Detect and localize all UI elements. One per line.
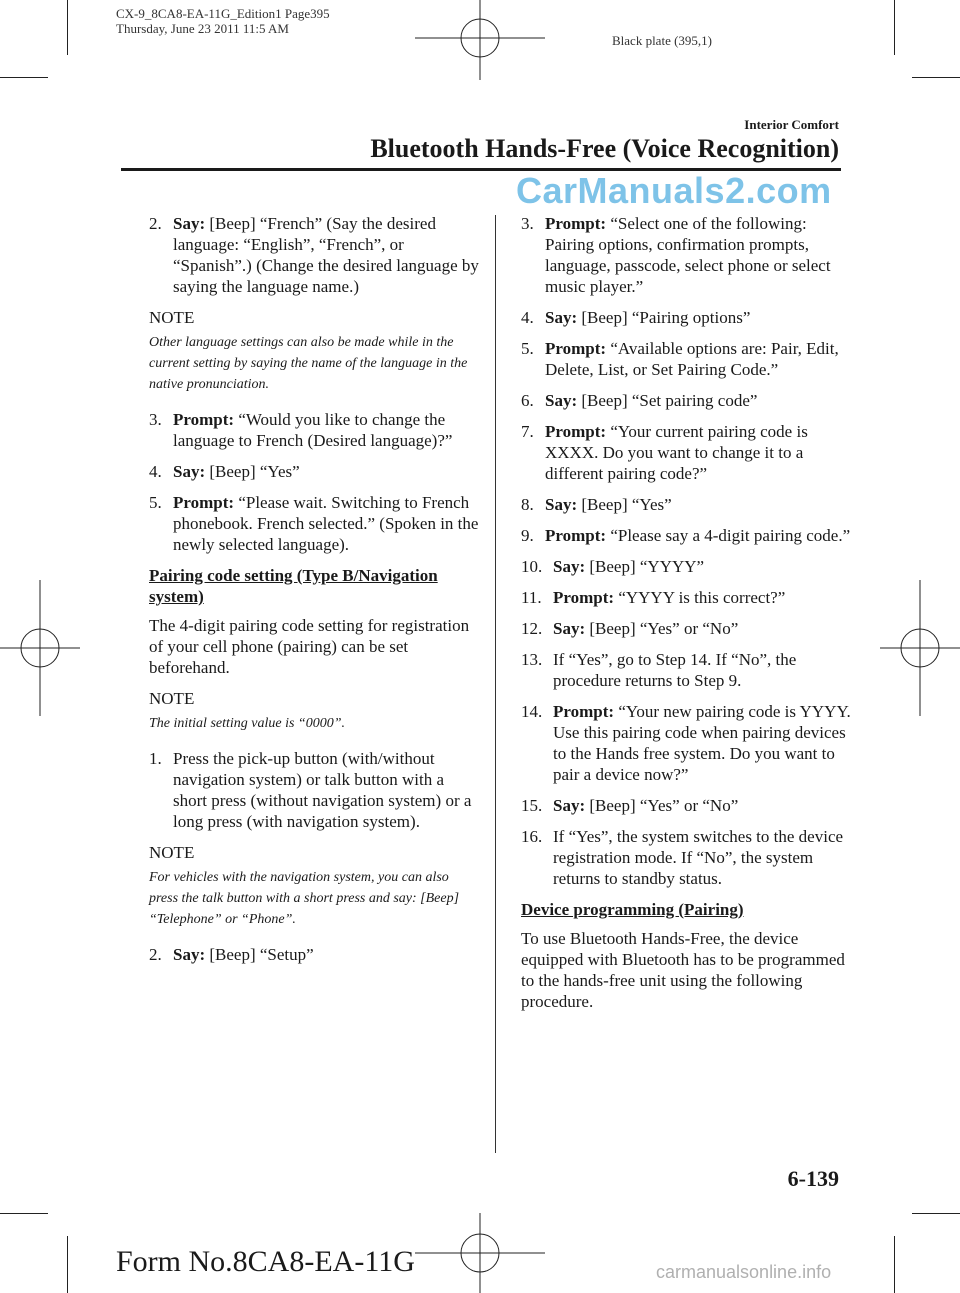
note-text: Other language settings can also be made while in the current setting by saying the name of the language in the native pronunciation. — [149, 335, 468, 392]
black-plate: Black plate (395,1) — [612, 33, 712, 48]
crop-mark — [894, 1236, 895, 1293]
registration-mark-left — [0, 580, 80, 716]
crop-mark — [0, 77, 48, 78]
step-number: 4. — [521, 308, 534, 327]
step-keyword: Say: — [173, 214, 206, 233]
step-item — [149, 492, 479, 555]
step-text: If “Yes”, go to Step 14. If “No”, the procedure returns to Step 9. — [553, 650, 797, 690]
step-item — [521, 213, 851, 297]
note-heading: NOTE — [149, 689, 195, 708]
step-item — [521, 826, 851, 889]
step-keyword: Prompt: — [545, 526, 607, 545]
registration-mark-bottom — [415, 1213, 545, 1293]
step-number: 5. — [521, 339, 534, 358]
step-text: [Beep] “Yes” or “No” — [585, 619, 739, 638]
crop-mark — [912, 77, 960, 78]
step-text: “Your new pairing code is YYYY. Use this pairing code when pairing devices to the Hands free system. Do you want to pair a device now?” — [553, 702, 851, 784]
step-text: [Beep] “YYYY” — [585, 557, 705, 576]
step-keyword: Prompt: — [553, 702, 615, 721]
step-text: Press the pick-up button (with/without navigation system) or talk button with a short press (without navigation system) or a long press (with navigation system). — [173, 749, 472, 831]
step-text: “Would you like to change the language to French (Desired language)?” — [173, 410, 453, 450]
step-item — [521, 421, 851, 484]
step-keyword: Say: — [545, 308, 578, 327]
step-text: [Beep] “Yes” — [205, 462, 300, 481]
step-keyword: Prompt: — [545, 422, 607, 441]
step-text: “Select one of the following: Pairing options, confirmation prompts, language, passcode, select phone or select music player.” — [545, 214, 831, 296]
step-item — [521, 525, 851, 546]
step-keyword: Prompt: — [553, 588, 615, 607]
step-keyword: Prompt: — [545, 339, 607, 358]
subsection-heading: Pairing code setting (Type B/Navigation system) — [149, 566, 438, 606]
step-number: 6. — [521, 391, 534, 410]
crop-mark — [912, 1213, 960, 1214]
step-item — [149, 213, 479, 297]
page-title: Bluetooth Hands-Free (Voice Recognition) — [370, 134, 839, 163]
step-number: 9. — [521, 526, 534, 545]
step-item — [521, 556, 851, 577]
step-text: [Beep] “French” (Say the desired language: “English”, “French”, or “Spanish”.) (Change the desired language by saying the language name.) — [173, 214, 479, 296]
column-divider — [495, 215, 496, 1153]
crop-mark — [0, 1213, 48, 1214]
crop-mark — [67, 0, 68, 55]
right-column — [521, 213, 851, 1022]
step-number: 12. — [521, 619, 543, 638]
step-number: 15. — [521, 796, 543, 815]
step-number: 3. — [149, 410, 162, 429]
step-keyword: Prompt: — [545, 214, 607, 233]
page-number: 6-139 — [787, 1166, 839, 1191]
step-item — [521, 701, 851, 785]
step-text: [Beep] “Set pairing code” — [577, 391, 758, 410]
step-item — [521, 587, 851, 608]
crop-mark — [67, 1236, 68, 1293]
step-text: “YYYY is this correct?” — [614, 588, 786, 607]
step-text: “Please say a 4-digit pairing code.” — [606, 526, 851, 545]
step-number: 10. — [521, 557, 543, 576]
step-text: “Available options are: Pair, Edit, Delete, List, or Set Pairing Code.” — [545, 339, 839, 379]
step-keyword: Say: — [173, 945, 206, 964]
step-number: 1. — [149, 749, 162, 768]
form-number: Form No.8CA8-EA-11G — [116, 1245, 415, 1278]
step-item — [521, 494, 851, 515]
step-text: “Please wait. Switching to French phonebook. French selected.” (Spoken in the newly selected language). — [173, 493, 479, 554]
step-keyword: Say: — [553, 796, 586, 815]
step-keyword: Prompt: — [173, 493, 235, 512]
step-number: 2. — [149, 945, 162, 964]
step-text: [Beep] “Yes” or “No” — [585, 796, 739, 815]
step-keyword: Say: — [545, 391, 578, 410]
step-item — [521, 338, 851, 380]
plate-info: CX-9_8CA8-EA-11G_Edition1 Page395 — [116, 6, 330, 21]
step-number: 11. — [521, 588, 542, 607]
step-item — [149, 944, 479, 965]
step-text: [Beep] “Pairing options” — [577, 308, 751, 327]
step-item — [521, 795, 851, 816]
note-heading: NOTE — [149, 843, 195, 862]
step-keyword: Say: — [553, 619, 586, 638]
print-date: Thursday, June 23 2011 11:5 AM — [116, 21, 289, 36]
step-number: 8. — [521, 495, 534, 514]
note-text: For vehicles with the navigation system, you can also press the talk button with a short press and say: [Beep] “Telephone” or “Phone”. — [149, 870, 460, 927]
step-text: [Beep] “Setup” — [205, 945, 314, 964]
step-number: 13. — [521, 650, 543, 669]
step-number: 5. — [149, 493, 162, 512]
step-keyword: Say: — [553, 557, 586, 576]
registration-mark-right — [880, 580, 960, 716]
crop-mark — [894, 0, 895, 55]
note-text: The initial setting value is “0000”. — [149, 716, 346, 731]
step-number: 14. — [521, 702, 543, 721]
registration-mark-top — [415, 0, 545, 80]
step-item — [521, 618, 851, 639]
step-number: 2. — [149, 214, 162, 233]
note-heading: NOTE — [149, 308, 195, 327]
subsection-heading: Device programming (Pairing) — [521, 900, 744, 919]
step-item — [521, 307, 851, 328]
step-number: 4. — [149, 462, 162, 481]
step-item — [149, 748, 479, 832]
step-number: 7. — [521, 422, 534, 441]
step-text: [Beep] “Yes” — [577, 495, 672, 514]
step-number: 16. — [521, 827, 543, 846]
step-item — [521, 649, 851, 691]
step-item — [521, 390, 851, 411]
intro-paragraph: To use Bluetooth Hands-Free, the device equipped with Bluetooth has to be programmed to the hands-free unit using the following procedure. — [521, 929, 845, 1011]
left-column — [149, 213, 479, 975]
intro-paragraph: The 4-digit pairing code setting for registration of your cell phone (pairing) can be set beforehand. — [149, 616, 470, 677]
step-item — [149, 461, 479, 482]
step-keyword: Say: — [545, 495, 578, 514]
footer-watermark: carmanualsonline.info — [656, 1262, 832, 1282]
step-keyword: Prompt: — [173, 410, 235, 429]
step-item — [149, 409, 479, 451]
step-keyword: Say: — [173, 462, 206, 481]
step-text: If “Yes”, the system switches to the device registration mode. If “No”, the system returns to standby status. — [553, 827, 844, 888]
section-label: Interior Comfort — [744, 117, 839, 132]
watermark: CarManuals2.com — [516, 170, 832, 211]
step-text: “Your current pairing code is XXXX. Do you want to change it to a different pairing code?” — [545, 422, 808, 483]
step-number: 3. — [521, 214, 534, 233]
